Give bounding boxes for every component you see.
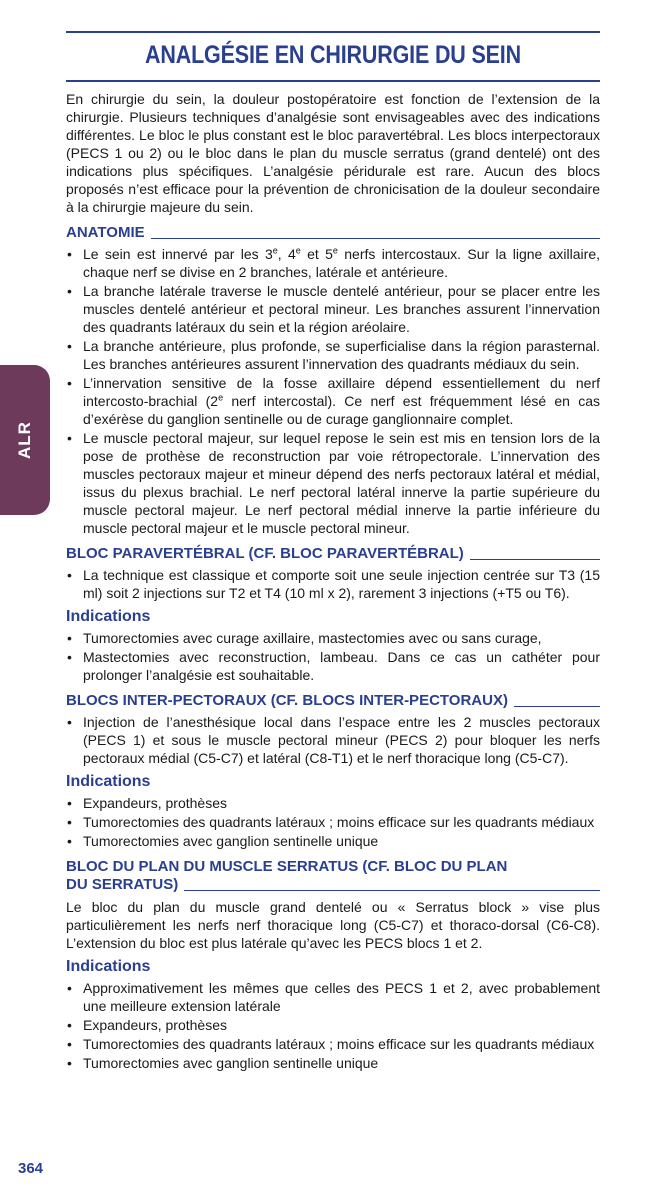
heading-rule (470, 559, 600, 560)
anatomie-list (66, 245, 600, 537)
title-rule (66, 80, 600, 82)
text-run: nerf intercostal). Ce nerf est fréquemment lésé en cas d’exérèse du ganglion sentinelle ou de curage ganglionnaire complet. (83, 393, 600, 427)
list-item: • Approximativement les mêmes que celles des PECS 1 et 2, avec probablement une meilleure extension latérale (66, 979, 600, 1015)
list-item: • Tumorectomies avec curage axillaire, mastectomies avec ou sans curage, (66, 629, 600, 647)
section-heading-line2 (66, 876, 600, 894)
section-heading-serratus (66, 858, 600, 894)
text-run: , 4 (277, 246, 296, 262)
superscript: e (295, 245, 301, 256)
list-item: • Expandeurs, prothèses (66, 1016, 600, 1034)
section-heading-text: DU SERRATUS) (66, 876, 179, 893)
intro-paragraph: En chirurgie du sein, la douleur postopératoire est fonction de l’extension de la chirurgie. Plusieurs techniques d’analgésie sont envisageables avec des indications différentes. Le bloc le plus constant est le bloc paravertébral. Les blocs interpectoraux (PECS 1 ou 2) ou le bloc dans le plan du muscle serratus (grand dentelé) ont des indications plus spécifiques. L’analgésie péridurale est rare. Aucun des blocs proposés n’est efficace pour la prévention de chronicisation de la douleur secondaire à la chirurgie majeure du sein. (66, 91, 600, 215)
list-item: • La technique est classique et comporte soit une seule injection centrée sur T3 (15 ml) soit 2 injections sur T2 et T4 (10 ml x 2), rarement 3 injections (+T5 ou T6). (66, 566, 600, 602)
heading-rule (184, 890, 600, 891)
list-item: • La branche latérale traverse le muscle dentelé antérieur, pour se placer entre les muscles dentelé antérieur et pectoral mineur. Les branches assurent l’innervation des quadrants latéraux du sein et la région aréolaire. (66, 282, 600, 336)
section-heading-paravertebral (66, 545, 600, 563)
paravertebral-list (66, 566, 600, 602)
list-item: • Expandeurs, prothèses (66, 794, 600, 812)
serratus-paragraph: Le bloc du plan du muscle grand dentelé ou « Serratus block » vise plus particulièrement les nerfs nerf thoracique long (C5-C7) et thoraco-dorsal (C6-C8). L’extension du bloc est plus latérale qu’avec les PECS blocs 1 et 2. (66, 899, 600, 951)
list-item: • Le muscle pectoral majeur, sur lequel repose le sein est mis en tension lors de la pose de prothèse de reconstruction par voie rétropectorale. L’innervation des muscles pectoraux majeur et mineur dépend des nerfs pectoraux latéral et médial, issus du plexus brachial. Le nerf pectoral latéral innerve la partie supérieure du muscle pectoral majeur. Le nerf pectoral médial innerve la partie inférieure du muscle pectoral majeur et le muscle pectoral mineur. (66, 429, 600, 537)
text-run: et 5 (300, 246, 333, 262)
indications-heading: Indications (66, 958, 151, 975)
page-content (66, 90, 600, 1073)
heading-rule (514, 706, 600, 707)
section-heading-anatomie (66, 224, 600, 242)
heading-rule (151, 238, 600, 239)
text-run: L’innervation sensitive de la fosse axillaire dépend essentiellement du nerf intercosto-brachial (2 (83, 375, 600, 409)
section-heading-text: BLOC DU PLAN DU MUSCLE SERRATUS (CF. BLOC DU PLAN (66, 858, 508, 875)
serratus-indications-list (66, 979, 600, 1072)
section-heading-text: ANATOMIE (66, 224, 145, 241)
list-item: • Tumorectomies des quadrants latéraux ; moins efficace sur les quadrants médiaux (66, 813, 600, 831)
page-title: ANALGÉSIE EN CHIRURGIE DU SEIN (145, 41, 521, 69)
text-run: Le sein est innervé par les 3 (83, 246, 273, 262)
page-number: 364 (18, 1160, 44, 1177)
text-run: nerfs intercostaux. Sur la ligne axillaire, chaque nerf se divise en 2 branches, latérale et antérieure. (83, 246, 600, 280)
list-item: • Tumorectomies avec ganglion sentinelle unique (66, 832, 600, 850)
list-item (66, 374, 600, 428)
list-item: • La branche antérieure, plus profonde, se superficialise dans la région parasternal. Les branches antérieures assurent l’innervation des quadrants médiaux du sein. (66, 337, 600, 373)
section-heading-text: BLOCS INTER-PECTORAUX (CF. BLOCS INTER-PECTORAUX) (66, 692, 508, 709)
interpectoraux-list (66, 713, 600, 767)
side-tab-label: ALR (15, 421, 34, 459)
side-tab (0, 365, 50, 515)
superscript: e (332, 245, 338, 256)
list-item (66, 245, 600, 281)
indications-heading: Indications (66, 608, 151, 625)
interpectoraux-indications-list (66, 794, 600, 850)
list-item: • Injection de l’anesthésique local dans l’espace entre les 2 muscles pectoraux (PECS 1) et sous le muscle pectoral mineur (PECS 2) pour bloquer les nerfs pectoraux médial (C5-C7) et latéral (C8-T1) et le nerf thoracique long (C5-C7). (66, 713, 600, 767)
superscript: e (218, 392, 224, 403)
superscript: e (272, 245, 278, 256)
indications-heading: Indications (66, 773, 151, 790)
section-heading-text: BLOC PARAVERTÉBRAL (CF. BLOC PARAVERTÉBRAL) (66, 545, 464, 562)
top-rule (66, 31, 600, 33)
list-item: • Tumorectomies des quadrants latéraux ; moins efficace sur les quadrants médiaux (66, 1035, 600, 1053)
paravertebral-indications-list (66, 629, 600, 684)
list-item: • Mastectomies avec reconstruction, lambeau. Dans ce cas un cathéter pour prolonger l’analgésie est souhaitable. (66, 648, 600, 684)
section-heading-interpectoraux (66, 692, 600, 710)
list-item: • Tumorectomies avec ganglion sentinelle unique (66, 1054, 600, 1072)
